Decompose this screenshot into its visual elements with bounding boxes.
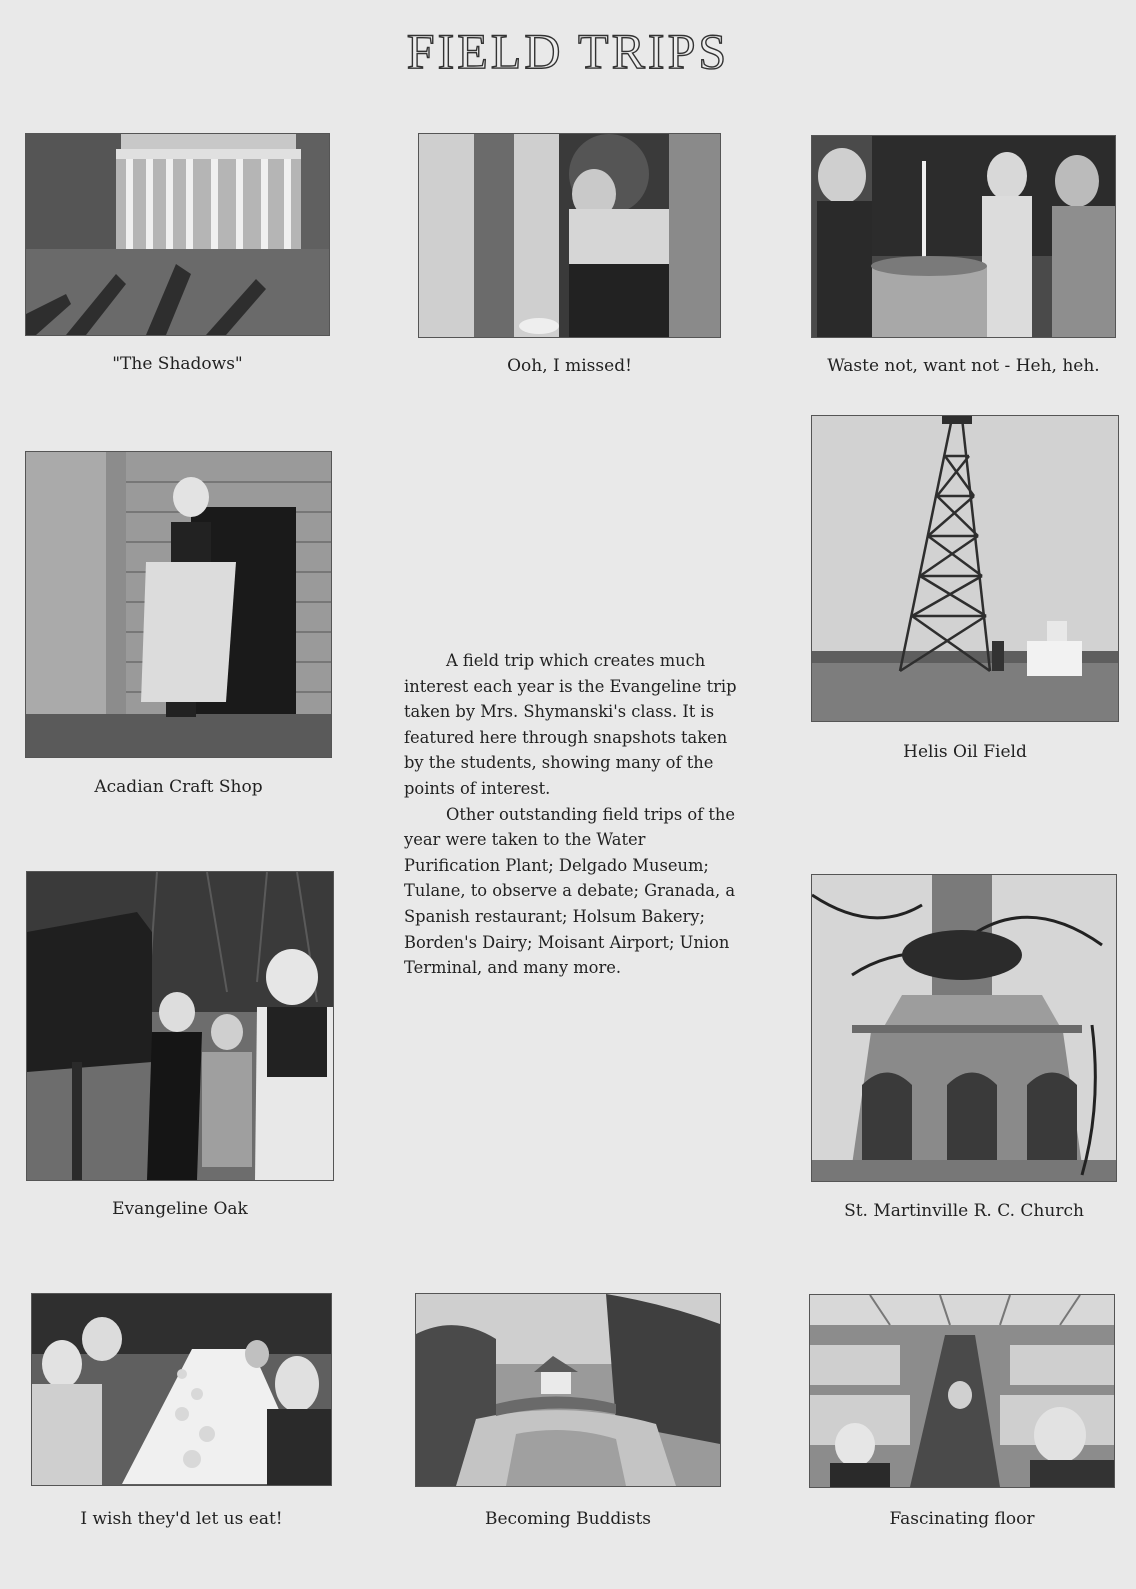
photo-st-martinville-church — [812, 875, 1116, 1181]
caption-fascinating-floor: Fascinating floor — [889, 1509, 1035, 1529]
photo-helis-oil-field — [812, 416, 1118, 721]
photo-evangeline-oak — [27, 872, 333, 1180]
photo-acadian-craft-shop — [26, 452, 331, 757]
caption-helis-oil-field: Helis Oil Field — [903, 742, 1027, 762]
caption-waste-not: Waste not, want not - Heh, heh. — [827, 356, 1100, 376]
page-title: FIELD TRIPS — [406, 23, 730, 79]
caption-becoming-buddists: Becoming Buddists — [484, 1509, 652, 1529]
caption-st-martinville-church: St. Martinville R. C. Church — [844, 1201, 1084, 1221]
photo-fascinating-floor — [810, 1295, 1114, 1487]
photo-becoming-buddists — [416, 1294, 720, 1486]
article-body — [404, 648, 744, 981]
photo-i-wish-they-let-us-eat — [32, 1294, 331, 1485]
caption-the-shadows: "The Shadows" — [112, 354, 243, 374]
article-paragraph-2: Other outstanding field trips of the year were taken to the Water Purification Plant; Delgado Museum; Tulane, to observe a debate; Granada, a Spanish restaurant; Holsum Bakery; Borden's Dairy; Moisant Airport; Union Terminal, and many more. — [404, 804, 736, 978]
photo-waste-not — [812, 136, 1115, 337]
caption-ooh-i-missed: Ooh, I missed! — [507, 356, 632, 376]
caption-evangeline-oak: Evangeline Oak — [112, 1199, 248, 1219]
caption-acadian-craft-shop: Acadian Craft Shop — [94, 777, 263, 797]
caption-i-wish-they-let-us-eat: I wish they'd let us eat! — [80, 1509, 283, 1529]
photo-ooh-i-missed — [419, 134, 720, 337]
article-paragraph-1: A field trip which creates much interest each year is the Evangeline trip taken by Mrs. Shymanski's class. It is featured here through snapshots taken by the students, showing many of the points of interest. — [404, 651, 737, 798]
photo-the-shadows — [26, 134, 329, 335]
